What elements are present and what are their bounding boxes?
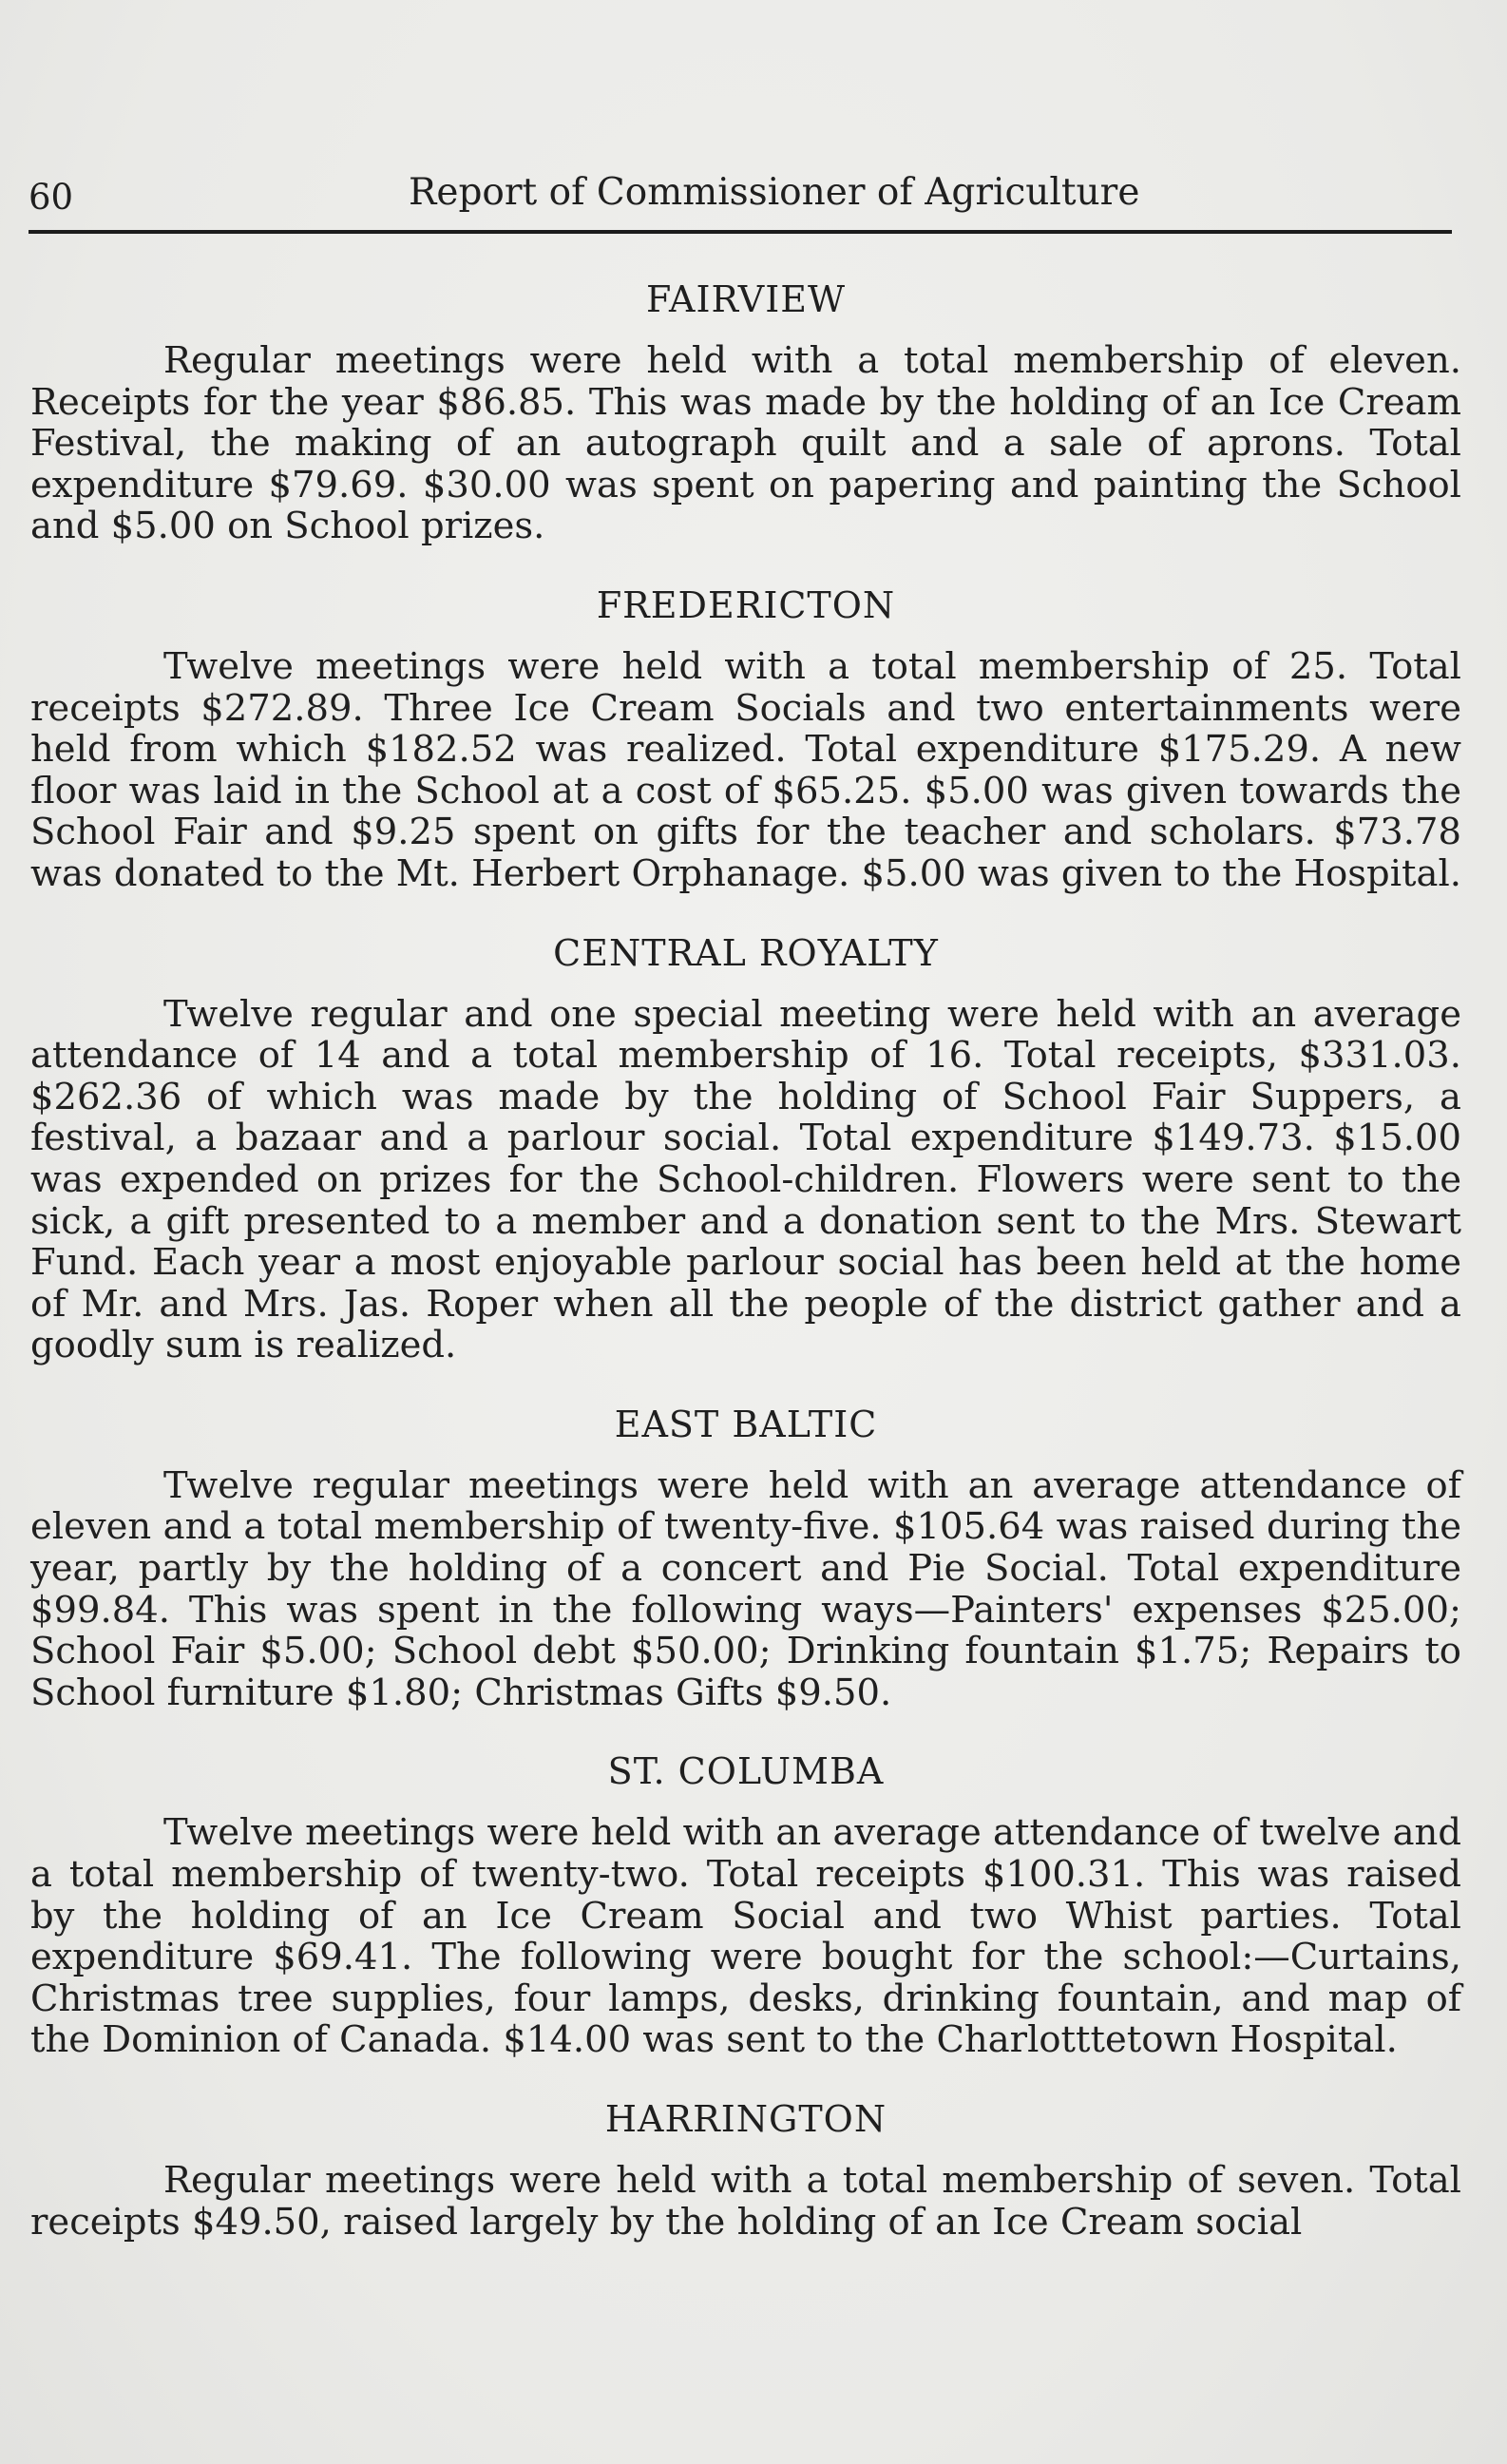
section-paragraph: Twelve meetings were held with an average attendance of twelve and a total membership of twenty-two. Total receipts $100.31. This was raised by the holding of an Ice Cream Social and two Whist parties. Total expenditure $69.41. The following were bought for the school:—Curtains, Christmas tree supplies, four lamps, desks, drinking fountain, and map of the Dominion of Canada. $14.00 was sent to the Charlotttetown Hospital. — [30, 1811, 1461, 2062]
section-heading: EAST BALTIC — [614, 1403, 878, 1445]
running-header — [29, 171, 1452, 220]
section-east-baltic — [30, 1401, 1461, 1714]
running-title: Report of Commissioner of Agriculture — [409, 171, 1140, 214]
section-heading: HARRINGTON — [604, 2098, 887, 2140]
section-heading: FREDERICTON — [596, 583, 896, 626]
section-paragraph: Twelve regular meetings were held with an average attendance of eleven and a total membership of twenty-five. $105.64 was raised during the year, partly by the holding of a concert and Pie Social. Total expenditure $99.84. This was spent in the following ways—Painters' expenses $25.00; School Fair $5.00; School debt $50.00; Drinking fountain $1.75; Repairs to School furniture $1.80; Christmas Gifts $9.50. — [30, 1463, 1461, 1714]
section-heading: FAIRVIEW — [645, 278, 847, 320]
section-paragraph: Twelve regular and one special meeting were held with an average attendance of 14 and a total membership of 16. Total receipts, $331.03. $262.36 of which was made by the holding of School Fair Suppers, a festival, a bazaar and a parlour social. Total expenditure $149.73. $15.00 was expended on prizes for the School-children. Flowers were sent to the sick, a gift presented to a member and a donation sent to the Mrs. Stewart Fund. Each year a most enjoyable parlour social has been held at the home of Mr. and Mrs. Jas. Roper when all the people of the district gather and a goodly sum is realized. — [30, 992, 1461, 1367]
page-number: 60 — [29, 177, 74, 218]
section-central-royalty — [30, 929, 1461, 1366]
section-harrington — [30, 2095, 1461, 2243]
section-heading: CENTRAL ROYALTY — [553, 931, 939, 974]
section-fairview — [30, 276, 1461, 547]
section-paragraph: Regular meetings were held with a total membership of seven. Total receipts $49.50, raised largely by the holding of an Ice Cream social — [30, 2159, 1461, 2244]
section-paragraph: Regular meetings were held with a total membership of eleven. Receipts for the year $86.85. This was made by the holding of an Ice Cream Festival, the making of an autograph quilt and a sale of aprons. Total expenditure $79.69. $30.00 was spent on papering and painting the School and $5.00 on School prizes. — [30, 339, 1461, 548]
section-fredericton — [30, 582, 1461, 895]
section-paragraph: Twelve meetings were held with a total membership of 25. Total receipts $272.89. Three Ice Cream Socials and two entertainments were held from which $182.52 was realized. Total expenditure $175.29. A new floor was laid in the School at a cost of $65.25. $5.00 was given towards the School Fair and $9.25 spent on gifts for the teacher and scholars. $73.78 was donated to the Mt. Herbert Orphanage. $5.00 was given to the Hospital. — [30, 644, 1461, 895]
section-st-columba — [30, 1748, 1461, 2061]
header-rule — [29, 230, 1452, 234]
page-content — [30, 276, 1461, 2243]
section-heading: ST. COLUMBA — [607, 1750, 885, 1793]
